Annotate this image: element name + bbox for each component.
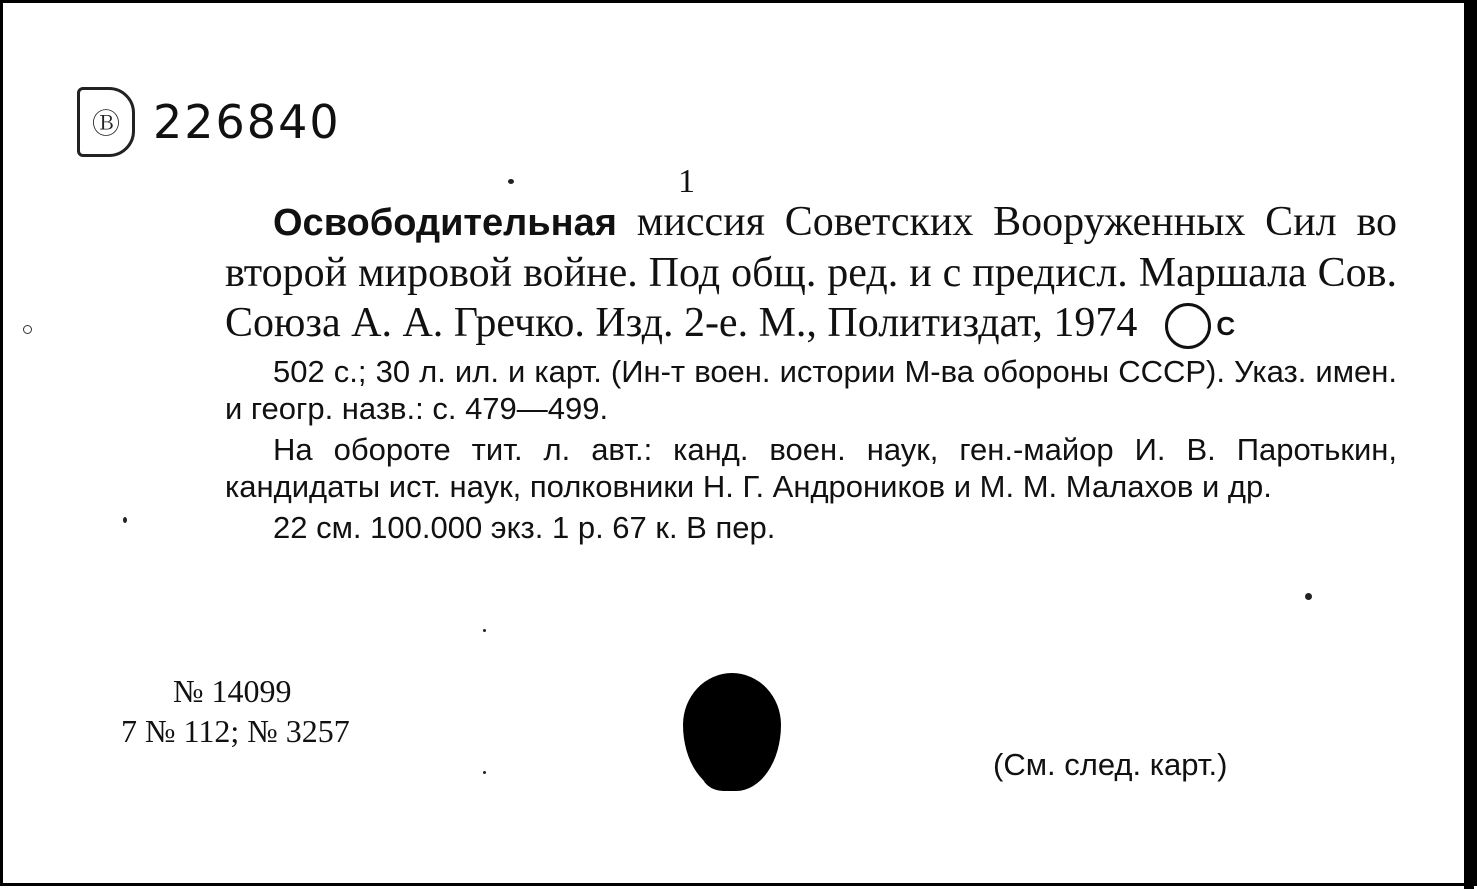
size-price-note: 22 см. 100.000 экз. 1 р. 67 к. В пер.: [273, 510, 776, 546]
inventory-number: 226840: [153, 95, 341, 149]
card-edge: [1464, 3, 1474, 889]
registration-line-1: № 14099: [173, 673, 292, 709]
see-next-card-note: (См. след. карт.): [993, 747, 1228, 782]
stamp-logo-icon: Ⓑ: [77, 87, 135, 157]
card-sequence-number: 1: [678, 163, 695, 200]
title-rest: миссия Советских Вооруженных Сил во второй мировой войне. Под общ. ред. и с предисл. Маршала Сов. Союза А. А. Гречко. Изд. 2-е. М., Политиздат, 1974: [225, 199, 1397, 346]
authors-note: На обороте тит. л. авт.: канд. воен. наук, ген.-майор И. В. Паротькин, кандидаты ист. наук, полковники Н. Г. Андроников и М. М. Малахов и др.: [225, 432, 1397, 505]
ink-speck: [123, 517, 127, 523]
ink-speck: [508, 179, 514, 184]
title-paragraph: [225, 197, 1397, 349]
ink-speck: [483, 771, 486, 774]
library-stamp: [77, 87, 341, 157]
ink-speck: [1305, 593, 1312, 600]
copyright-icon: C: [1165, 303, 1211, 349]
physical-description: 502 с.; 30 л. ил. и карт. (Ин-т воен. истории М-ва обороны СССР). Указ. имен. и геогр. назв.: с. 479—499.: [225, 354, 1397, 427]
registration-line-2: 7 № 112; № 3257: [121, 713, 350, 749]
bibliographic-record: [225, 197, 1397, 546]
title-first-word: Освободительная: [273, 202, 617, 244]
ink-speck: [23, 325, 32, 334]
ink-speck: [483, 629, 486, 632]
registration-numbers: [121, 671, 350, 751]
